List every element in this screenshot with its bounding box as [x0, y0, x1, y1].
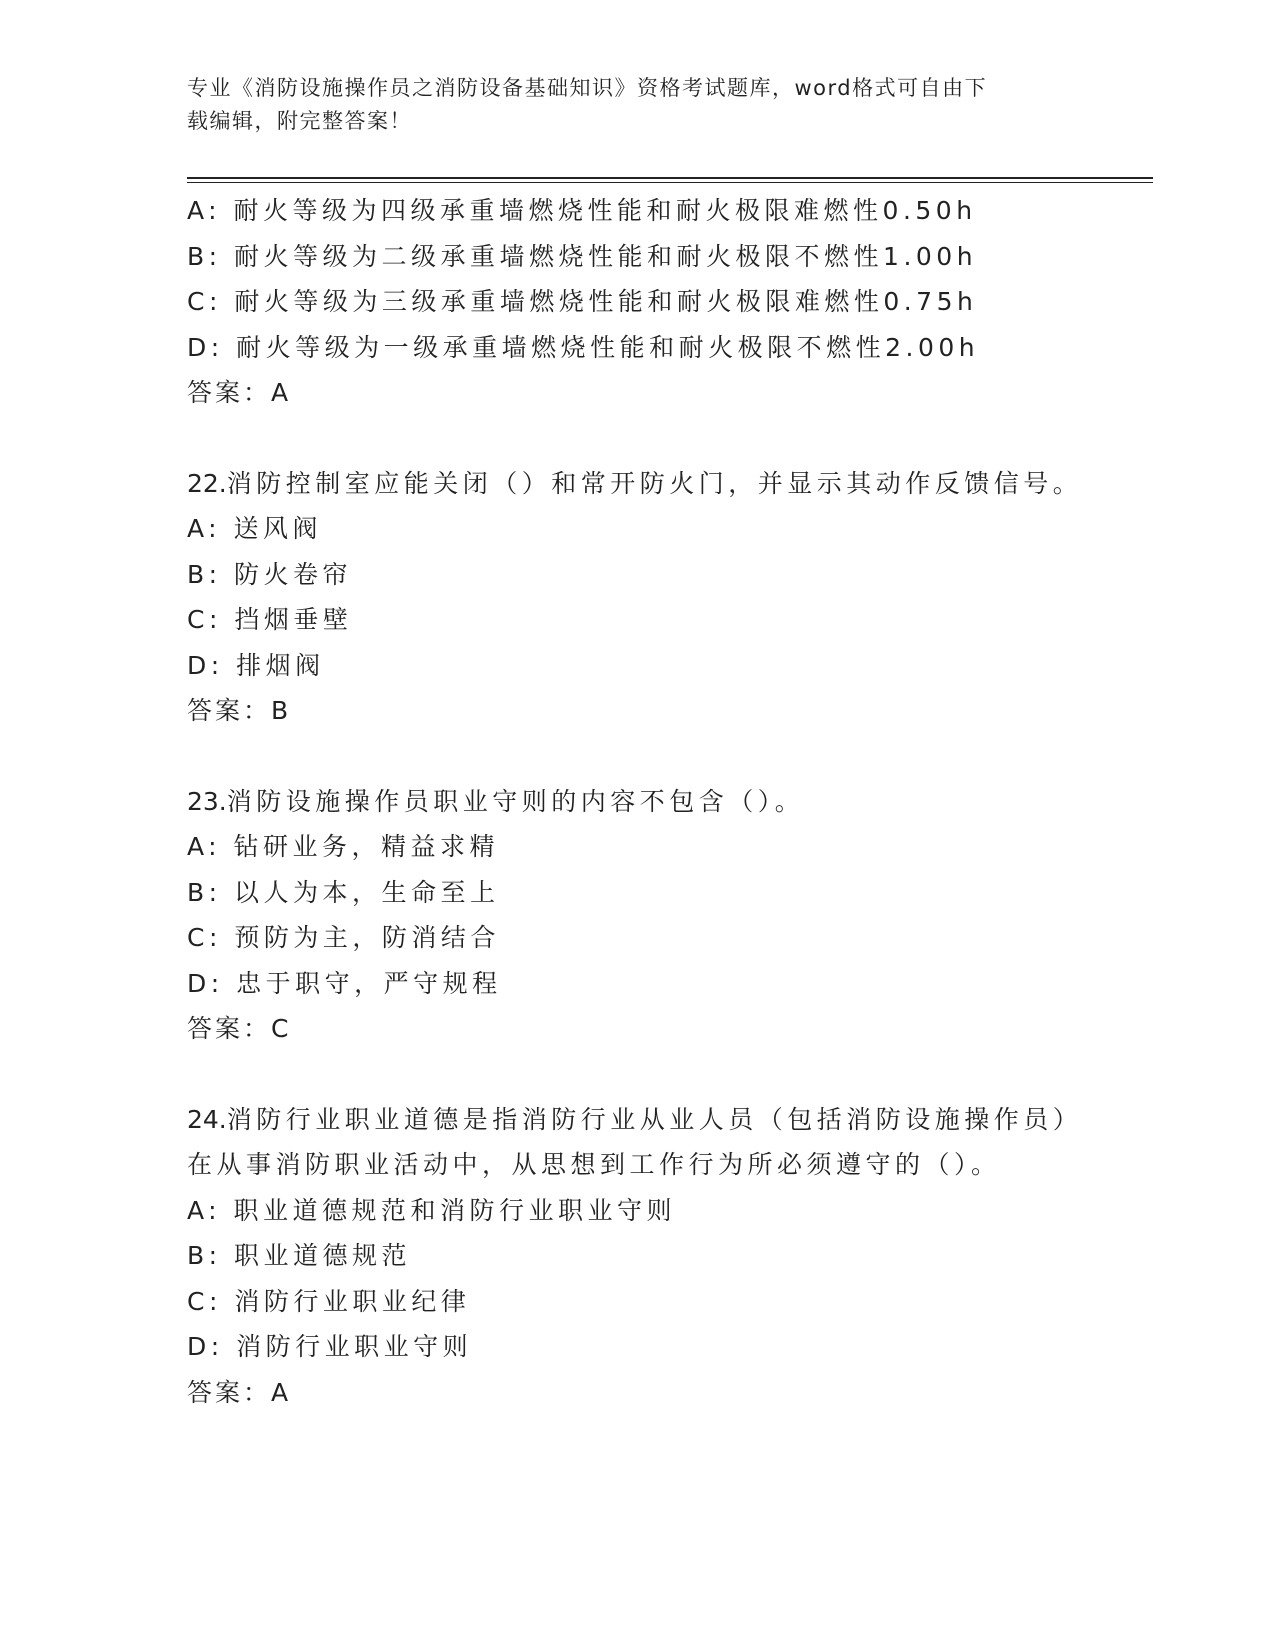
- option-key: C:: [187, 605, 235, 634]
- option-key: B:: [187, 241, 235, 271]
- option-key: A:: [187, 514, 234, 543]
- option-text: 防火卷帘: [234, 559, 353, 589]
- option-text: 耐火等级为一级承重墙燃烧性能和耐火极限不燃性2.00h: [236, 332, 980, 362]
- option-b: [187, 870, 1157, 916]
- question-stem: [187, 461, 1157, 507]
- option-text: 以人为本，生命至上: [234, 877, 500, 907]
- answer-label: 答案：: [187, 1377, 272, 1407]
- answer-value: A: [271, 378, 292, 407]
- question-list: [187, 188, 1157, 1415]
- option-key: D:: [187, 968, 237, 998]
- question-stem-text: 消防控制室应能关闭（）和常开防火门，并显示其动作反馈信号。: [226, 468, 1083, 498]
- question-stem: [187, 1097, 1157, 1143]
- option-text: 职业道德规范和消防行业职业守则: [233, 1195, 677, 1225]
- option-text: 排烟阀: [236, 650, 325, 680]
- option-text: 忠于职守，严守规程: [236, 968, 502, 998]
- option-text: 送风阀: [233, 514, 323, 543]
- header-divider-thin: [187, 182, 1153, 183]
- option-d: [187, 643, 1157, 689]
- question-stem-text: 消防设施操作员职业守则的内容不包含（）。: [226, 786, 805, 816]
- answer-label: 答案：: [187, 378, 272, 407]
- option-key: B:: [187, 877, 235, 907]
- option-b: [187, 552, 1157, 598]
- option-text: 职业道德规范: [234, 1241, 412, 1270]
- question-stem-continued: 在从事消防职业活动中，从思想到工作行为所必须遵守的（）。: [187, 1150, 1001, 1179]
- option-key: D:: [187, 650, 237, 680]
- question-stem: [187, 779, 1157, 825]
- option-a: [187, 506, 1157, 552]
- question-number: 22.: [187, 468, 227, 498]
- option-c: [187, 915, 1157, 961]
- option-c: [187, 279, 1157, 325]
- answer-value: A: [271, 1377, 292, 1407]
- option-text: 预防为主，防消结合: [234, 923, 500, 952]
- option-key: A:: [187, 832, 234, 861]
- answer-label: 答案：: [187, 696, 272, 725]
- option-d: [187, 1324, 1157, 1370]
- option-key: C:: [187, 923, 235, 952]
- answer: [187, 688, 1157, 734]
- option-a: [187, 824, 1157, 870]
- header-divider-thick: [187, 177, 1153, 179]
- answer-value: B: [271, 696, 292, 725]
- option-key: A:: [187, 196, 234, 225]
- header-line-2: 载编辑，附完整答案！: [187, 109, 412, 133]
- option-text: 耐火等级为三级承重墙燃烧性能和耐火极限难燃性0.75h: [234, 287, 978, 316]
- option-key: D:: [187, 1332, 237, 1361]
- option-text: 挡烟垂壁: [234, 605, 353, 634]
- question-number: 24.: [187, 1104, 227, 1134]
- option-key: A:: [187, 1195, 234, 1225]
- answer: [187, 1370, 1157, 1416]
- question-24: [187, 1097, 1157, 1416]
- answer: [187, 1006, 1157, 1052]
- option-key: D:: [187, 332, 237, 362]
- option-b: [187, 234, 1157, 280]
- option-text: 消防行业职业守则: [236, 1332, 473, 1361]
- document-header: [187, 72, 1087, 138]
- answer: [187, 370, 1157, 416]
- option-d: [187, 325, 1157, 371]
- option-key: C:: [187, 1286, 235, 1316]
- answer-value: C: [271, 1014, 292, 1043]
- option-text: 耐火等级为四级承重墙燃烧性能和耐火极限难燃性0.50h: [233, 196, 977, 225]
- option-text: 消防行业职业纪律: [234, 1286, 471, 1316]
- option-key: C:: [187, 287, 235, 316]
- option-text: 耐火等级为二级承重墙燃烧性能和耐火极限不燃性1.00h: [234, 241, 978, 271]
- option-text: 钻研业务，精益求精: [233, 832, 500, 861]
- option-c: [187, 597, 1157, 643]
- option-key: B:: [187, 1241, 235, 1270]
- question-22: [187, 461, 1157, 734]
- question-23: [187, 779, 1157, 1052]
- option-a: [187, 1188, 1157, 1234]
- question-stem-text: 消防行业职业道德是指消防行业从业人员（包括消防设施操作员）: [226, 1104, 1083, 1134]
- answer-label: 答案：: [187, 1014, 272, 1043]
- option-a: [187, 188, 1157, 234]
- option-b: [187, 1233, 1157, 1279]
- option-c: [187, 1279, 1157, 1325]
- option-key: B:: [187, 559, 235, 589]
- question-number: 23.: [187, 786, 227, 816]
- option-d: [187, 961, 1157, 1007]
- question-continued: [187, 188, 1157, 416]
- header-line-1: 专业《消防设施操作员之消防设备基础知识》资格考试题库，word格式可自由下: [187, 76, 988, 100]
